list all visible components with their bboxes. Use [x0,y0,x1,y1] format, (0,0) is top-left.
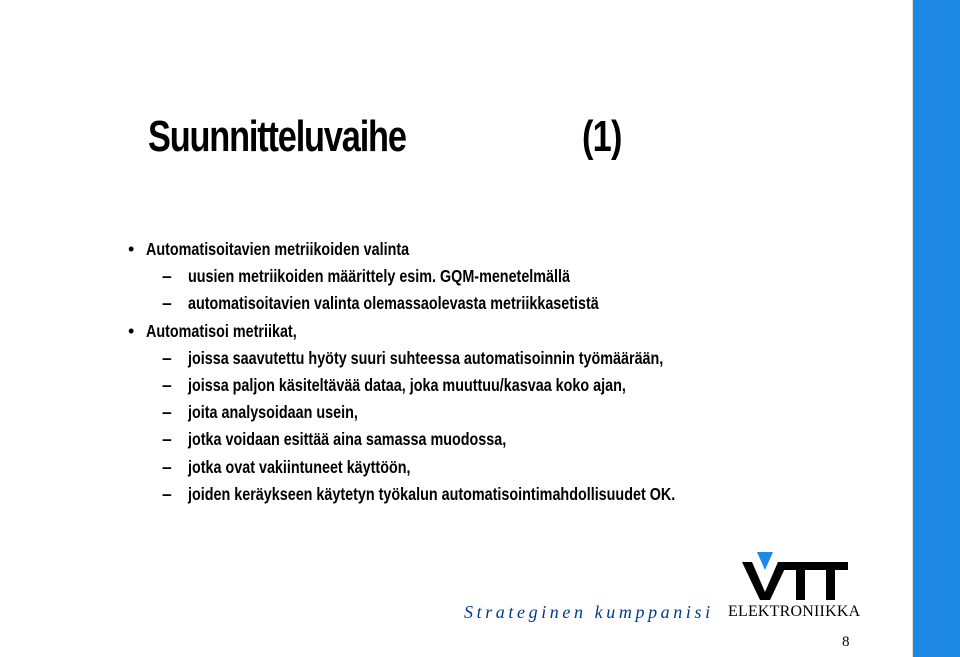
sub-bullet-item [128,454,888,481]
sub-bullet-text: uusien metriikoiden määrittely esim. GQM-menetelmällä [188,266,570,287]
bullet-marker: • [128,320,135,341]
sub-bullet-text: joissa paljon käsiteltävää dataa, joka muuttuu/kasvaa koko ajan, [188,374,626,395]
sub-bullet-text: joissa saavutettu hyöty suuri suhteessa automatisoinnin työmäärään, [188,347,664,368]
logo-label: ELEKTRONIIKKA [728,603,861,620]
sub-bullet-text: joiden keräykseen käytetyn työkalun automatisointimahdollisuudet OK. [188,483,676,504]
vtt-logo-icon [740,548,850,600]
dash-marker: – [162,266,172,287]
dash-marker: – [162,456,172,477]
slide-title-number: (1) [582,112,622,161]
sub-bullet-text: joita analysoidaan usein, [188,402,358,423]
bullet-item [128,236,888,263]
sub-bullet-item [128,345,888,372]
vtt-logo [740,548,850,600]
bullet-marker: • [128,239,135,259]
sub-bullet-text: automatisoitavien valinta olemassaolevasta metriikkasetistä [188,293,599,314]
bullet-text: Automatisoitavien metriikoiden valinta [146,239,410,259]
page-number: 8 [842,634,850,650]
dash-marker: – [162,347,172,368]
bullet-text: Automatisoi metriikat, [146,320,297,341]
tagline: Strateginen kumppanisi [464,602,714,622]
dash-marker: – [162,293,172,314]
slide-title: Suunnitteluvaihe [148,112,406,161]
sub-bullet-item [128,290,888,317]
sub-bullet-item [128,263,888,290]
sub-bullet-text: jotka voidaan esittää aina samassa muodossa, [188,429,507,450]
bullet-item [128,318,888,345]
dash-marker: – [162,483,172,504]
sub-bullet-item [128,426,888,453]
dash-marker: – [162,429,172,450]
dash-marker: – [162,374,172,395]
sub-bullet-item [128,481,888,508]
bullet-list [128,236,888,508]
sub-bullet-text: jotka ovat vakiintuneet käyttöön, [188,456,411,477]
sub-bullet-item [128,372,888,399]
dash-marker: – [162,402,172,423]
sub-bullet-item [128,399,888,426]
